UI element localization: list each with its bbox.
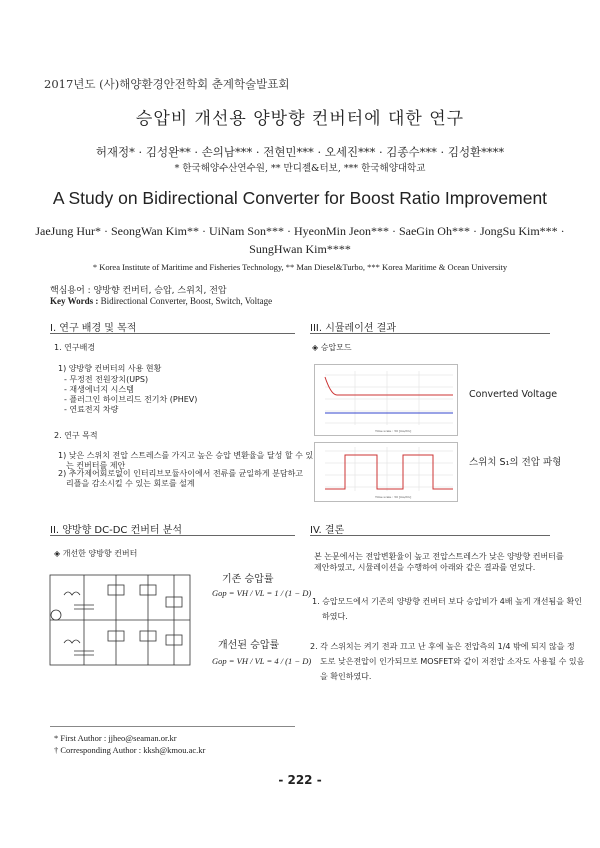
english-affiliations: * Korea Institute of Maritime and Fisheries Technology, ** Man Diesel&Turbo, *** Korea Maritime & Ocean University <box>92 262 508 272</box>
korean-authors: 허재정* · 김성완** · 손의남*** · 전현민*** · 오세진*** · 김종수*** · 김성환**** <box>95 145 505 159</box>
english-authors <box>0 222 600 258</box>
footnote-divider <box>50 726 295 727</box>
conclusion-1b: 하였다. <box>322 612 348 621</box>
formula2 <box>212 656 312 682</box>
section2-heading: II. 양방향 DC-DC 컨버터 분석 <box>50 521 295 536</box>
english-authors-line1: JaeJung Hur* · SeongWan Kim** · UiNam Son*** · HyeonMin Jeon*** · SaeGin Oh*** · JongSu Kim*** · <box>35 224 565 238</box>
section1-goal2a: 2) 추가제어회로없이 인터리브모듈사이에서 전류를 균일하게 분담하고 <box>58 469 304 478</box>
formula2-label: 개선된 승압률 <box>218 640 280 651</box>
formula1 <box>212 588 312 614</box>
switch-voltage-plot <box>314 442 458 502</box>
section3-subheading: ◈ 승압모드 <box>312 343 352 352</box>
conclusion-intro-a: 본 논문에서는 전압변환율이 높고 전압스트레스가 낮은 양방향 컨버터를 <box>314 552 564 561</box>
section3-heading: III. 시뮬레이션 결과 <box>310 319 550 334</box>
section1-item1: 1) 양방향 컨버터의 사용 현황 <box>58 364 162 373</box>
keywords-en-label: Key Words : <box>50 296 99 306</box>
conference-name: 2017년도 (사)해양환경안전학회 춘계학술발표회 <box>44 77 290 91</box>
formula2-text: Gop = VH / VL = 4 / (1 − D) <box>212 656 312 666</box>
plot1-label: Converted Voltage <box>469 389 558 400</box>
section1-goal1a: 1) 낮은 스위치 전압 스트레스를 가지고 높은 승압 변환율을 달성 할 수 있 <box>58 451 314 460</box>
page-number: - 222 - <box>278 773 322 787</box>
section2-subheading: ◈ 개선한 양방향 컨버터 <box>54 549 138 558</box>
converter-circuit-diagram <box>44 565 204 675</box>
section1-sub1: 1. 연구배경 <box>54 343 96 352</box>
section1-sub2: 2. 연구 목적 <box>54 431 98 440</box>
keywords-ko-value: 양방향 컨버터, 승압, 스위치, 전압 <box>93 286 227 296</box>
keywords-ko-label: 핵심용어 : <box>50 286 91 296</box>
conclusion-intro-b: 제안하였고, 시뮬레이션을 수행하여 아래와 같은 결과를 얻었다. <box>314 563 536 572</box>
english-authors-line2: SungHwan Kim**** <box>249 242 351 256</box>
conclusion-1a: 1. 승압모드에서 기존의 양방향 컨버터 보다 승압비가 4배 높게 개선됨을 확인 <box>312 597 582 606</box>
section1-bullet-renewable: - 재생에너지 시스템 <box>64 385 134 394</box>
plot2-label: 스위치 S₁의 전압 파형 <box>469 457 562 468</box>
plot1-xlabel: Time scale : 50 [ms/div] <box>375 429 412 433</box>
keywords-korean <box>50 283 227 296</box>
conclusion-2b: 도로 낮은전압이 인가되므로 MOSFET와 같이 저전압 소자도 사용될 수 있음 <box>320 657 585 666</box>
formula1-label: 기존 승압률 <box>222 574 274 585</box>
english-title: A Study on Bidirectional Converter for Boost Ratio Improvement <box>52 188 548 208</box>
formula1-text: Gop = VH / VL = 1 / (1 − D) <box>212 588 312 598</box>
section1-heading: I. 연구 배경 및 목적 <box>50 319 295 334</box>
section1-bullet-ups: - 무정전 전원장치(UPS) <box>64 375 149 384</box>
korean-affiliations: * 한국해양수산연수원, ** 만디젤&터보, *** 한국해양대학교 <box>174 163 426 174</box>
section4-heading: IV. 결론 <box>310 521 550 536</box>
plot2-xlabel: Time scale : 50 [ms/div] <box>375 495 412 499</box>
section1-goal2b: 리플을 감소시킬 수 있는 회로를 설계 <box>66 479 195 488</box>
footnote-corresponding-author: † Corresponding Author : kksh@kmou.ac.kr <box>54 745 206 755</box>
section1-bullet-phev: - 플러그인 하이브리드 전기차 (PHEV) <box>64 395 198 404</box>
keywords-english <box>50 296 272 306</box>
conclusion-2a: 2. 각 스위치는 켜기 전과 끄고 난 후에 높은 전압측의 1/4 밖에 되지 않을 정 <box>310 642 575 651</box>
keywords-en-value: Bidirectional Converter, Boost, Switch, Voltage <box>100 296 273 306</box>
section1-goal1b: 는 컨버터를 제안 <box>66 461 126 470</box>
section1-bullet-fuelcell: - 연료전지 차량 <box>64 405 119 414</box>
footnote-first-author: * First Author : jjheo@seaman.or.kr <box>54 733 177 743</box>
converted-voltage-plot <box>314 364 458 436</box>
korean-title: 승압비 개선용 양방향 컨버터에 대한 연구 <box>135 109 465 129</box>
conclusion-2c: 을 확인하였다. <box>320 672 372 681</box>
